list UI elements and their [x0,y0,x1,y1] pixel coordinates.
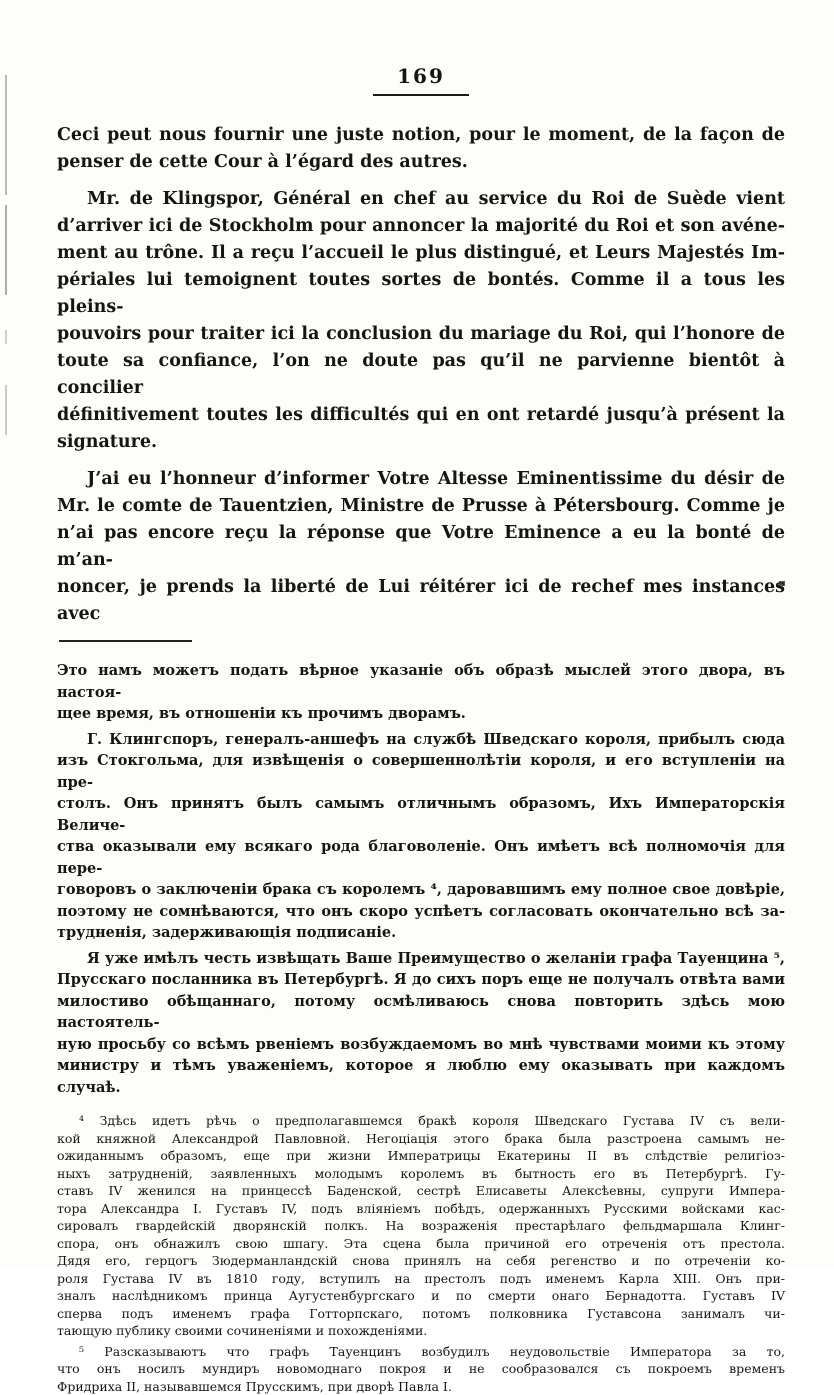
page-number: 169 [397,64,445,88]
text-line: ⁴ Здѣсь идетъ рѣчь о предполагавшемся бракѣ короля Шведскаго Густава IV съ вели- [57,1112,785,1130]
page-number-rule [373,94,469,96]
text-line: ную просьбу со всѣмъ рвеніемъ возбуждаемомъ во мнѣ чувствами моими къ этому [57,1034,785,1056]
text-line: спора, онъ обнажилъ свою шпагу. Эта сцена была причиной его отреченія отъ престола. [57,1235,785,1253]
text-line: pouvoirs pour traiter ici la conclusion du mariage du Roi, qui l’honore de [57,321,785,348]
text-line: signature. [57,429,785,456]
page-header [57,64,785,96]
text-line: Mr. de Klingspor, Général en chef au service du Roi de Suède vient [57,186,785,213]
scan-artifact [5,205,7,295]
text-line: ⁵ Разсказываютъ что графъ Тауенцинъ возбудилъ неудовольствіе Императора за то, [57,1343,785,1361]
paragraph [57,660,785,725]
text-line: Mr. le comte de Tauentzien, Ministre de Prusse à Pétersbourg. Comme je [57,493,785,520]
paragraph [57,122,785,176]
scan-artifact [5,75,7,195]
text-line: Фридриха II, называвшемся Прусскимъ, при дворѣ Павла I. [57,1378,785,1395]
text-line: щее время, въ отношеніи къ прочимъ дворамъ. [57,703,785,725]
text-line: роля Густава IV въ 1810 году, вступилъ на престолъ подъ именемъ Карла XIII. Онъ при- [57,1270,785,1288]
text-line: ства оказывали ему всякаго рода благоволеніе. Онъ имѣетъ всѣ полномочія для пере- [57,836,785,879]
text-line: penser de cette Cour à l’égard des autres. [57,149,785,176]
french-text-section [57,122,785,628]
paragraph [57,186,785,456]
text-line: столъ. Онъ принятъ былъ самымъ отличнымъ образомъ, Ихъ Императорскія Величе- [57,793,785,836]
text-line: зналъ наслѣдникомъ принца Аугустенбургскаго и по смерти онаго Бернадотта. Густавъ IV [57,1287,785,1305]
footnote-paragraph [57,1112,785,1340]
text-line: поэтому не сомнѣваются, что онъ скоро успѣетъ согласовать окончательно всѣ за- [57,901,785,923]
text-line: трудненія, задерживающія подписаніе. [57,922,785,944]
text-line: Ceci peut nous fournir une juste notion, pour le moment, de la façon de [57,122,785,149]
scan-artifact [5,330,7,344]
text-line: Прусскаго посланника въ Петербургѣ. Я до сихъ поръ еще не получалъ отвѣта вами [57,969,785,991]
paragraph [57,948,785,1099]
text-line: милостиво обѣщаннаго, потому осмѣливаюсь снова повторить здѣсь мою настоятель- [57,991,785,1034]
text-line: Я уже имѣлъ честь извѣщать Ваше Преимущество о желаніи графа Тауенцина ⁵, [57,948,785,970]
footnotes-section [57,1112,785,1395]
text-line: говоровъ о заключеніи брака съ королемъ ⁴, даровавшимъ ему полное свое довѣріе, [57,879,785,901]
text-line: définitivement toutes les difficultés qui en ont retardé jusqu’à présent la [57,402,785,429]
footnote-style-divider [59,640,192,642]
text-line: ment au trône. Il a reçu l’accueil le plus distingué, et Leurs Majestés Im- [57,240,785,267]
page-content [57,64,785,1395]
text-line: d’arriver ici de Stockholm pour annoncer la majorité du Roi et son avéne- [57,213,785,240]
russian-text-section [57,660,785,1098]
text-line: ожиданнымъ образомъ, еще при жизни Императрицы Екатерины II въ слѣдствіе религіоз- [57,1147,785,1165]
scan-artifact [5,385,7,435]
text-line: J’ai eu l’honneur d’informer Votre Altesse Eminentissime du désir de [57,466,785,493]
text-line: périales lui temoignent toutes sortes de bontés. Comme il a tous les pleins- [57,267,785,321]
text-line: toute sa confiance, l’on ne doute pas qu’il ne parvienne bientôt à concilier [57,348,785,402]
text-line: министру и тѣмъ уваженіемъ, которое я люблю ему оказывать при каждомъ случаѣ. [57,1055,785,1098]
text-line: Г. Клингспоръ, генералъ-аншефъ на службѣ Шведскаго короля, прибылъ сюда [57,729,785,751]
text-line: ставъ IV женился на принцессѣ Баденской, сестрѣ Елисаветы Алексѣевны, супруги Импера- [57,1182,785,1200]
text-line: noncer, je prends la liberté de Lui réitérer ici de rechef mes instances avec [57,574,785,628]
text-line: Дядя его, герцогъ Зюдерманландскій снова принялъ на себя регенство и по отреченіи ко- [57,1252,785,1270]
text-line: Это намъ можетъ подать вѣрное указаніе объ образѣ мыслей этого двора, въ настоя- [57,660,785,703]
text-line: n’ai pas encore reçu la réponse que Votre Eminence a eu la bonté de m’an- [57,520,785,574]
text-line: что онъ носилъ мундиръ новомоднаго покроя и не сообразовался съ покроемъ временъ [57,1360,785,1378]
text-line: кой княжной Александрой Павловной. Негоціація этого брака была разстроена самымъ не- [57,1130,785,1148]
text-line: ныхъ затрудненій, заявленныхъ молодымъ королемъ въ бытность его въ Петербургѣ. Гу- [57,1165,785,1183]
paragraph [57,466,785,628]
text-line: изъ Стокгольма, для извѣщенія о совершеннолѣтіи короля, и его вступленіи на пре- [57,750,785,793]
text-line: сировалъ гвардейскій дворянскій полкъ. На возраженія престарѣлаго фельдмаршала Клинг- [57,1217,785,1235]
text-line: тора Александра I. Густавъ IV, подъ вліяніемъ побѣдъ, одержанныхъ Русскими войсками кас- [57,1200,785,1218]
paragraph [57,729,785,944]
footnote-paragraph [57,1343,785,1395]
text-line: тающую публику своими сочиненіями и похожденіями. [57,1322,785,1340]
text-line: сперва подъ именемъ графа Готторпскаго, потомъ полковника Густавсона занималъ чи- [57,1305,785,1323]
